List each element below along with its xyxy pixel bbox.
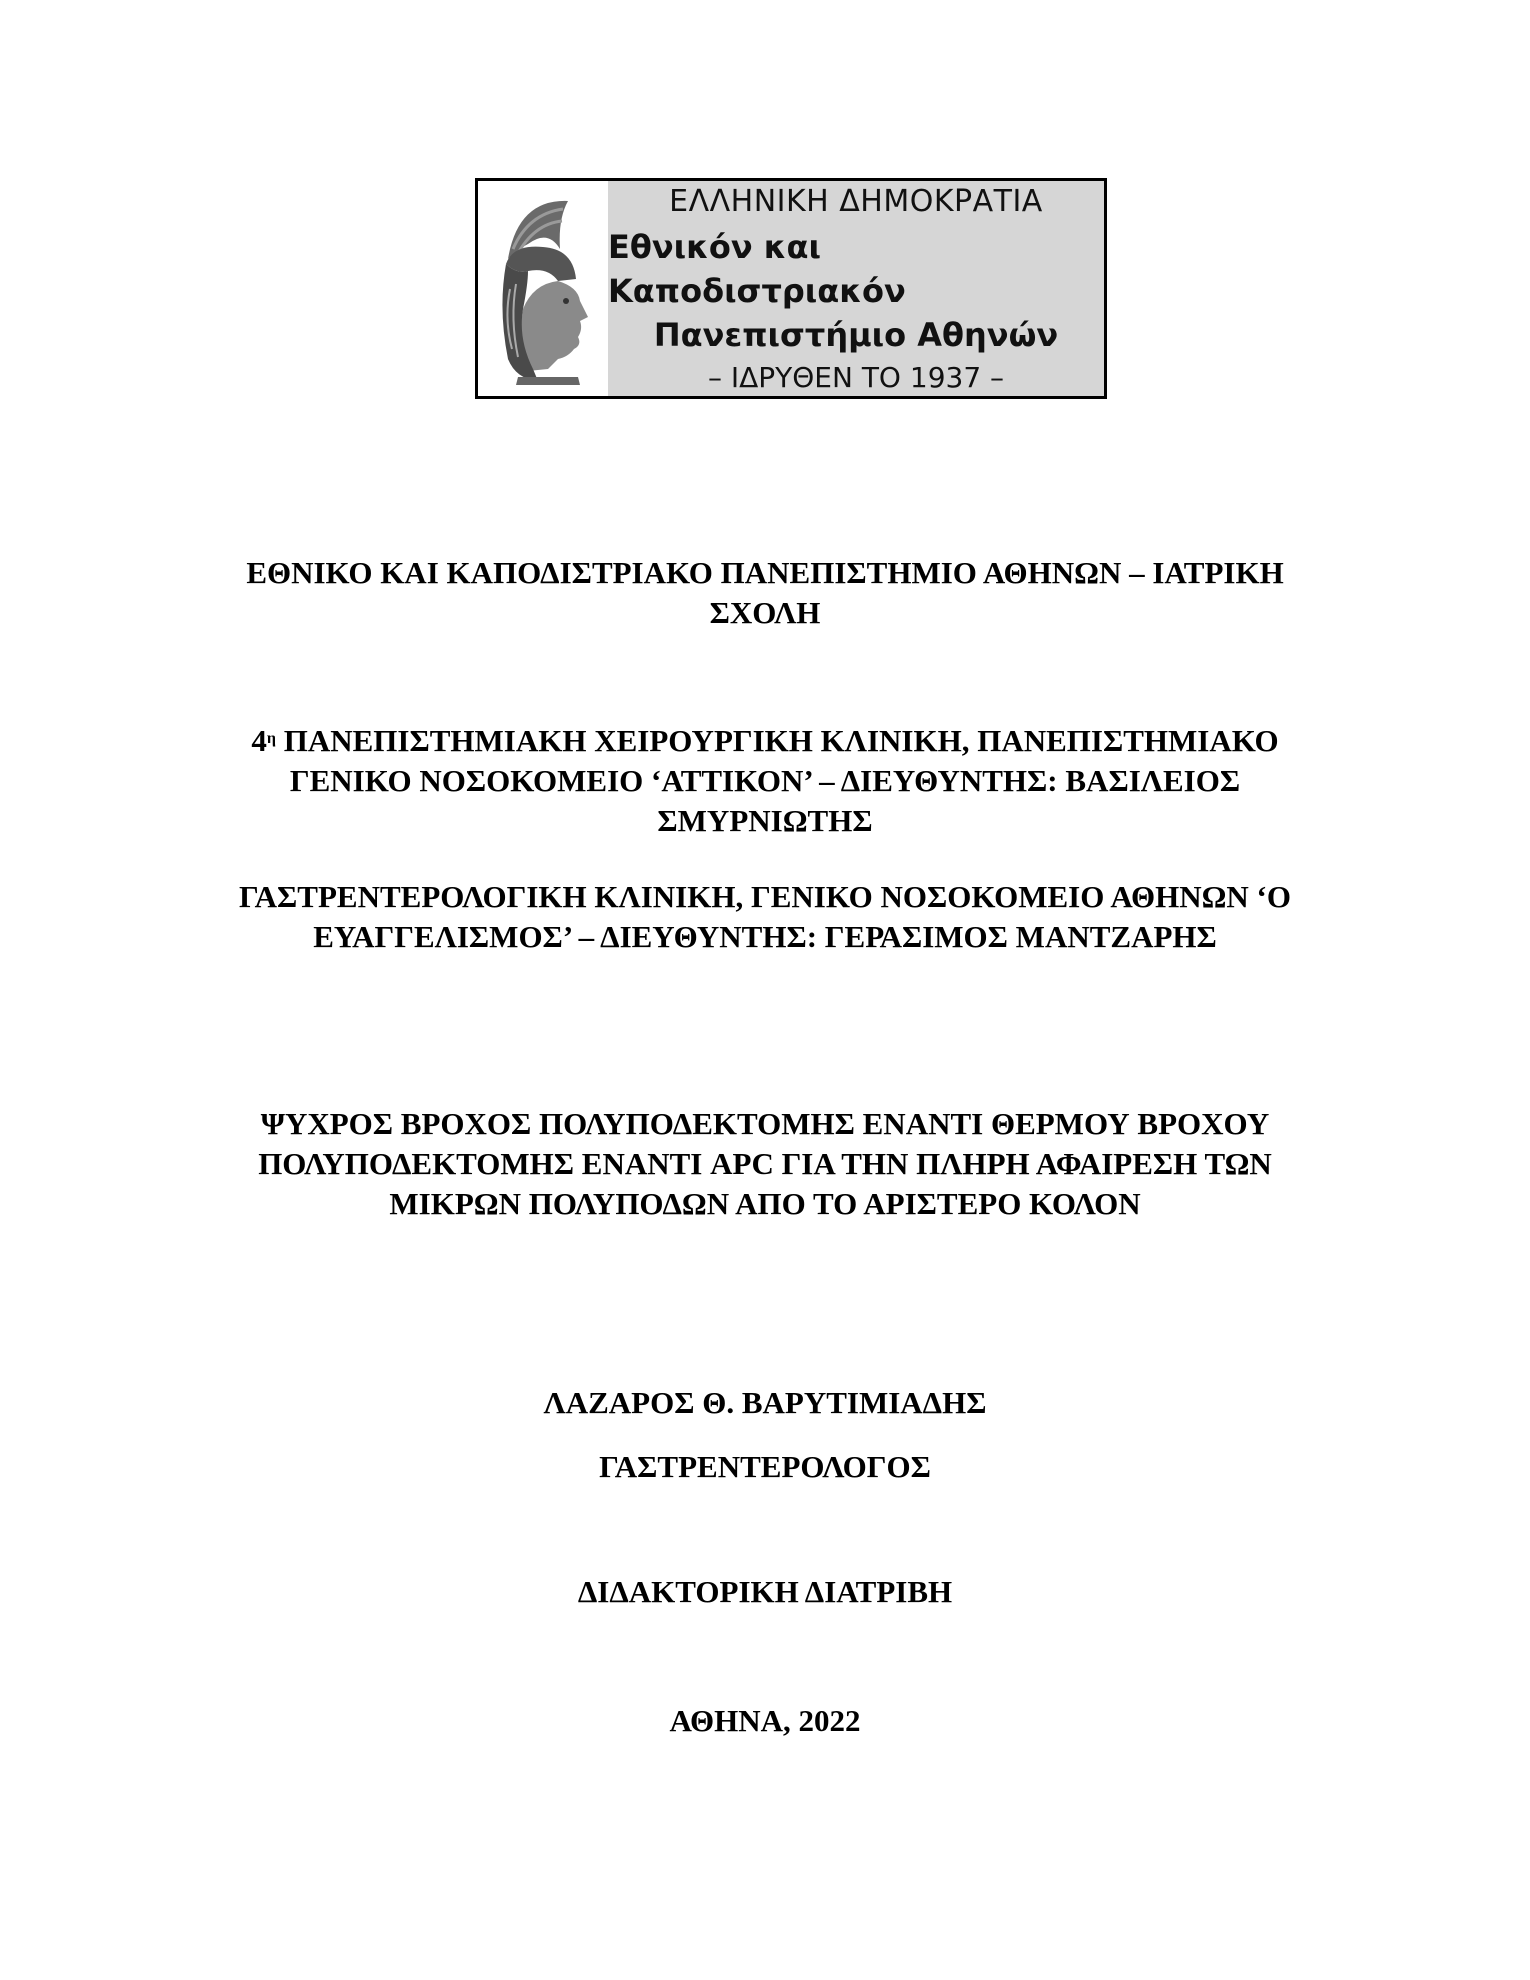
logo-name-line2: Πανεπιστήμιο Αθηνών	[653, 315, 1059, 354]
clinic-1-ordinal-suffix: η	[266, 730, 276, 747]
logo-name-line1: Εθνικόν και Καποδιστριακόν	[608, 227, 906, 310]
clinic-1	[200, 721, 1330, 841]
author-profession: ΓΑΣΤΡΕΝΤΕΡΟΛΟΓΟΣ	[599, 1449, 931, 1484]
logo-founded: – ΙΔΡΥΘΕΝ ΤΟ 1937 –	[707, 360, 1005, 394]
logo-country: ΕΛΛΗΝΙΚΗ ΔΗΜΟΚΡΑΤΙΑ	[669, 183, 1043, 219]
clinic-1-ordinal: 4	[251, 723, 267, 758]
clinic-2: ΓΑΣΤΡΕΝΤΕΡΟΛΟΓΙΚΗ ΚΛΙΝΙΚΗ, ΓΕΝΙΚΟ ΝΟΣΟΚΟΜΕΙΟ ΑΘΗΝΩΝ ‘Ο ΕΥΑΓΓΕΛΙΣΜΟΣ’ – ΔΙΕΥΘΥΝΤΗΣ: ΓΕΡΑΣΙΜΟΣ ΜΑΝΤΖΑΡΗΣ	[239, 879, 1291, 954]
place-date: ΑΘΗΝΑ, 2022	[669, 1703, 861, 1738]
clinic-1-text: ΠΑΝΕΠΙΣΤΗΜΙΑΚΗ ΧΕΙΡΟΥΡΓΙΚΗ ΚΛΙΝΙΚΗ, ΠΑΝΕΠΙΣΤΗΜΙΑΚΟ ΓΕΝΙΚΟ ΝΟΣΟΚΟΜΕΙΟ ‘ΑΤΤΙΚΟΝ’ – ΔΙΕΥΘΥΝΤΗΣ: ΒΑΣΙΛΕΙΟΣ ΣΜΥΡΝΙΩΤΗΣ	[275, 723, 1279, 838]
author-name: ΛΑΖΑΡΟΣ Θ. ΒΑΡΥΤΙΜΙΑΔΗΣ	[543, 1385, 987, 1420]
document-type: ΔΙΔΑΚΤΟΡΙΚΗ ΔΙΑΤΡΙΒΗ	[577, 1574, 953, 1609]
logo-text	[608, 181, 1104, 396]
athena-head-icon	[478, 181, 608, 396]
university-logo	[475, 178, 1107, 399]
thesis-title: ΨΥΧΡΟΣ ΒΡΟΧΟΣ ΠΟΛΥΠΟΔΕΚΤΟΜΗΣ ΕΝΑΝΤΙ ΘΕΡΜΟΥ ΒΡΟΧΟΥ ΠΟΛΥΠΟΔΕΚΤΟΜΗΣ ΕΝΑΝΤΙ APC ΓΙΑ ΤΗΝ ΠΛΗΡΗ ΑΦΑΙΡΕΣΗ ΤΩΝ ΜΙΚΡΩΝ ΠΟΛΥΠΟΔΩΝ ΑΠΟ ΤΟ ΑΡΙΣΤΕΡΟ ΚΟΛΟΝ	[258, 1106, 1272, 1221]
university-heading: ΕΘΝΙΚΟ ΚΑΙ ΚΑΠΟΔΙΣΤΡΙΑΚΟ ΠΑΝΕΠΙΣΤΗΜΙΟ ΑΘΗΝΩΝ – ΙΑΤΡΙΚΗ ΣΧΟΛΗ	[246, 555, 1284, 630]
